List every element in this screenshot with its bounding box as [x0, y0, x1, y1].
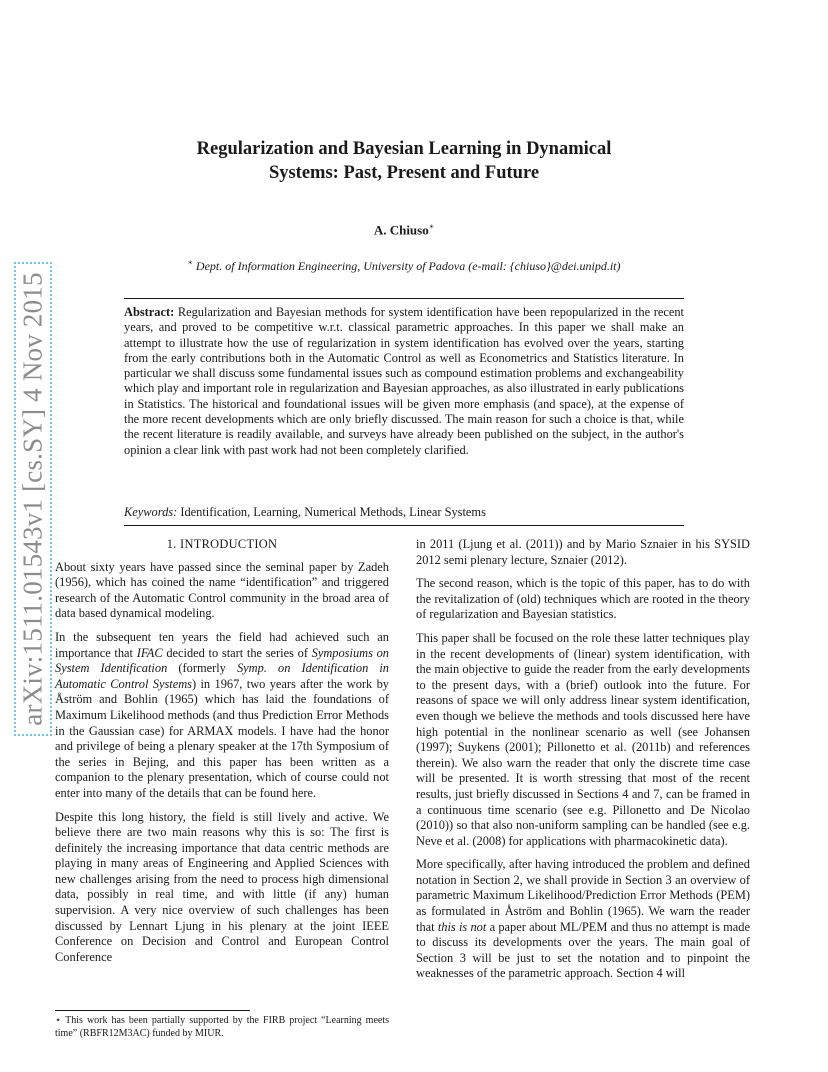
text-run: Symp. on Identification in Automatic Control Systems	[55, 661, 390, 691]
affiliation-mark: ∗	[187, 258, 193, 267]
abstract	[124, 305, 684, 458]
text-run: (formerly	[167, 661, 237, 676]
text-run: a paper about ML/PEM and thus no attempt is made to discuss its developments over the years. The main goal of Section 3 will be just to set the notation and to pinpoint the weaknesses of the parametric approach. Section 4 will	[416, 919, 751, 981]
author-mark: ∗	[428, 222, 435, 231]
right-column	[416, 537, 750, 990]
arxiv-identifier[interactable]: arXiv:1511.01543v1 [cs.SY] 4 Nov 2015	[17, 272, 48, 726]
abstract-text: Regularization and Bayesian methods for system identification have been repopularized in the recent years, and proved to be competitive w.r.t. classical parametric approaches. In this paper we shall make an attempt to illustrate how the use of regularization in system identification has evolved over the years, starting from the early contributions both in the Automatic Control as well as Econometrics and Statistics literature. In particular we shall discuss some fundamental issues such as compound estimation problems and exchangeability which play and important role in regularization and Bayesian approaches, as also illustrated in early publications in Statistics. The historical and foundational issues will be given more emphasis (and space), at the expense of the more recent developments which are only briefly discussed. The main reason for such a choice is that, while the recent literature is readily available, and surveys have already been published on the subject, in the author's opinion a clear link with past work had not been completely clarified.	[124, 305, 684, 457]
section-heading: 1. INTRODUCTION	[166, 537, 278, 551]
left-column	[55, 537, 389, 973]
affiliation-text: Dept. of Information Engineering, University of Padova (e-mail: {chiuso}@dei.unipd.it)	[195, 259, 621, 273]
text-run: In the subsequent ten years the field had achieved such an importance that	[55, 629, 389, 660]
paragraph: The second reason, which is the topic of this paper, has to do with the revitalization of (old) techniques which are rooted in the theory of regularization and Bayesian statistics.	[416, 576, 750, 622]
keywords-text: Identification, Learning, Numerical Methods, Linear Systems	[180, 505, 486, 519]
paragraph: This paper shall be focused on the role these latter techniques play in the recent developments of (linear) system identification, with the main objective to guide the reader from the early developments to the present days, with a (brief) outlook into the future. For reasons of space we will only address linear system identification, even though we believe the methods and tools discussed here have high potential in the nonlinear scenario as well (see Johansen (1997); Suykens (2001); Pillonetto et al. (2011b) and references therein). We also warn the reader that only the discrete time case will be presented. It is worth stressing that most of the recent results, just briefly discussed in Sections 4 and 7, can be framed in a continuous time scenario (see e.g. Pillonetto and De Nicolao (2010)) so that also non-uniform sampling can be handled (see e.g. Neve et al. (2008) for applications with pharmacokinetic data).	[416, 630, 750, 848]
affiliation	[180, 255, 628, 274]
footnote-text: This work has been partially supported by the FIRB project “Learning meets time” (RBFR12M3AC) funded by MIUR.	[55, 1015, 389, 1039]
text-run: this is not	[437, 919, 487, 934]
paragraph	[416, 857, 750, 982]
author-name: A. Chiuso	[373, 222, 429, 238]
text-run: More specifically, after having introduced the problem and defined notation in Section 2, we shall provide in Section 3 an overview of parametric Maximum Likelihood/Prediction Error Methods (PEM) as formulated in Åström and Bohlin (1965). We warn the reader that	[416, 857, 750, 934]
paragraph: Despite this long history, the field is still lively and active. We believe there are two main reasons why this is so: The first is definitely the increasing importance that data centric methods are playing in many areas of Engineering and Applied Sciences with new challenges arising from the need to process high dimensional data, possibly in real time, and with little (if any) human supervision. A very nice overview of such challenges has been discussed by Lennart Ljung in his plenary at the joint IEEE Conference on Decision and Control and European Control Conference	[55, 809, 389, 964]
paper-title: Regularization and Bayesian Learning in Dynamical Systems: Past, Present and Future	[196, 139, 612, 183]
abstract-label: Abstract:	[124, 305, 175, 319]
footnote	[55, 1014, 389, 1040]
text-run: Symposiums on System Identification	[55, 645, 389, 676]
keywords-label: Keywords:	[124, 505, 178, 519]
text-run: decided to start the series of	[162, 645, 312, 660]
paragraph	[55, 630, 389, 802]
footnote-rule	[55, 1010, 250, 1011]
paragraph: About sixty years have passed since the seminal paper by Zadeh (1956), which has coined the name “identification” and triggered research of the Automatic Control community in the broad area of data based dynamical modeling.	[55, 559, 389, 621]
abstract-top-rule	[124, 298, 684, 299]
keywords	[124, 505, 684, 520]
text-run: IFAC	[136, 645, 163, 660]
author-line	[200, 222, 608, 238]
abstract-bottom-rule	[124, 525, 684, 526]
footnote-mark: ⋆	[55, 1015, 62, 1026]
paragraph: in 2011 (Ljung et al. (2011)) and by Mario Sznaier in his SYSID 2012 semi plenary lecture, Sznaier (2012).	[416, 537, 750, 567]
text-run: ) in 1967, two years after the work by Åström and Bohlin (1965) which has laid the foundations of Maximum Likelihood methods (and thus Prediction Error Methods in the Gaussian case) for ARMAX models. I have had the honor and privilege of being a plenary speaker at the 17th Symposium of the series in Bejing, and this paper has been written as a companion to the plenary presentation, which of course could not enter into many of the details that can be found here.	[55, 676, 390, 800]
